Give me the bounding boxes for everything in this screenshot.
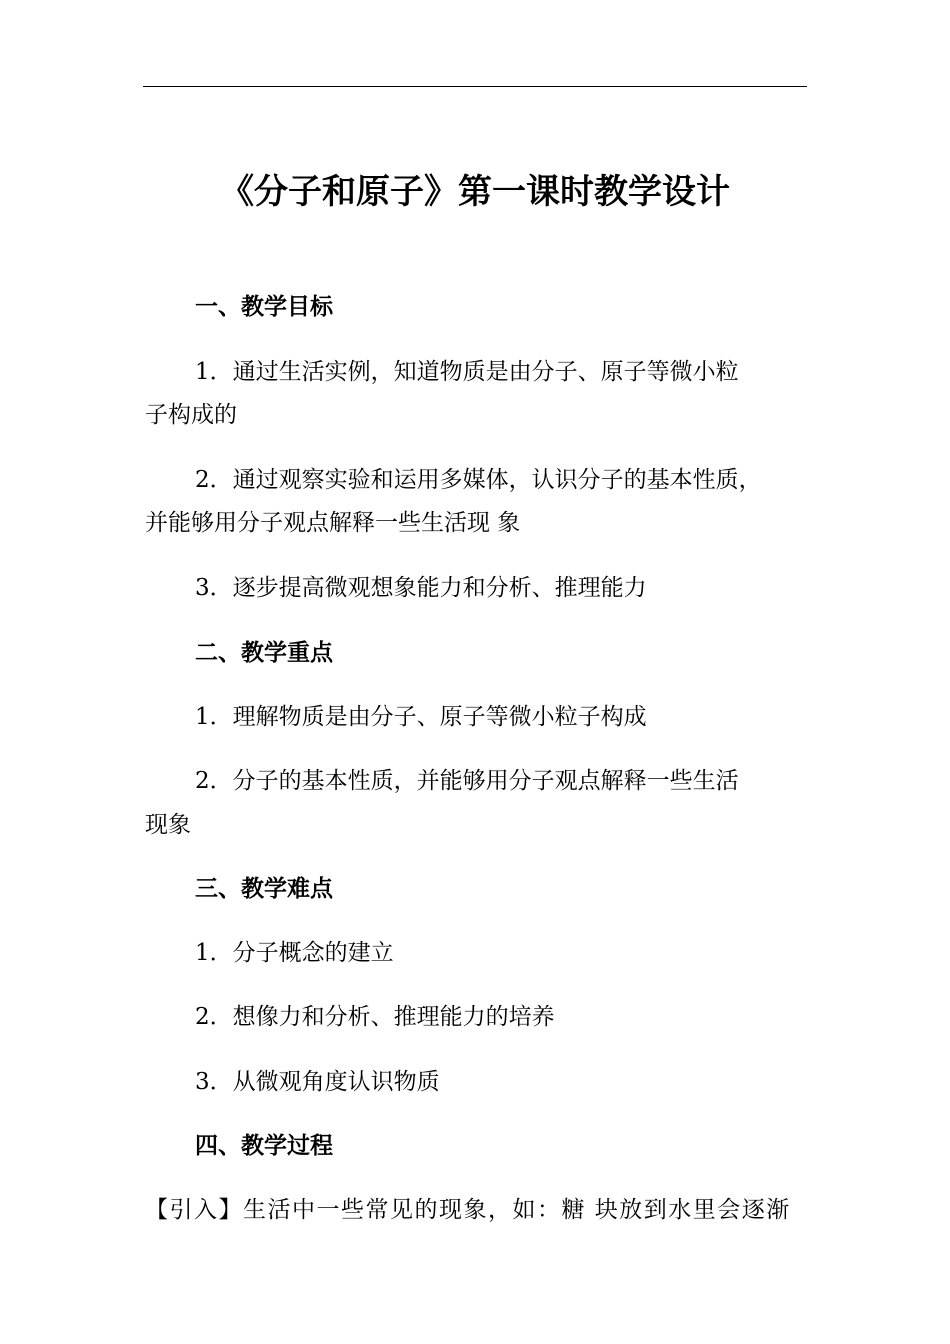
header-rule xyxy=(143,86,807,87)
difficulty-1: 1．分子概念的建立 xyxy=(195,940,394,966)
key-point-2-line-2: 现象 xyxy=(145,812,191,838)
section-heading-process: 四、教学过程 xyxy=(195,1133,333,1159)
key-point-2-line-1: 2．分子的基本性质，并能够用分子观点解释一些生活 xyxy=(195,768,739,794)
difficulty-3: 3．从微观角度认识物质 xyxy=(195,1069,440,1095)
section-heading-objectives: 一、教学目标 xyxy=(195,294,333,320)
document-title: 《分子和原子》第一课时教学设计 xyxy=(220,172,730,212)
objective-1-line-2: 子构成的 xyxy=(145,402,237,428)
process-intro: 【引入】生活中一些常见的现象，如：糖 块放到水里会逐渐 xyxy=(145,1197,791,1223)
objective-3: 3．逐步提高微观想象能力和分析、推理能力 xyxy=(195,575,647,601)
section-heading-key-points: 二、教学重点 xyxy=(195,640,333,666)
difficulty-2: 2．想像力和分析、推理能力的培养 xyxy=(195,1004,555,1030)
objective-2-line-1: 2．通过观察实验和运用多媒体，认识分子的基本性质， xyxy=(195,467,762,493)
objective-1-line-1: 1．通过生活实例，知道物质是由分子、原子等微小粒 xyxy=(195,359,739,385)
section-heading-difficulties: 三、教学难点 xyxy=(195,876,333,902)
objective-2-line-2: 并能够用分子观点解释一些生活现 象 xyxy=(145,510,521,536)
key-point-1: 1．理解物质是由分子、原子等微小粒子构成 xyxy=(195,704,647,730)
